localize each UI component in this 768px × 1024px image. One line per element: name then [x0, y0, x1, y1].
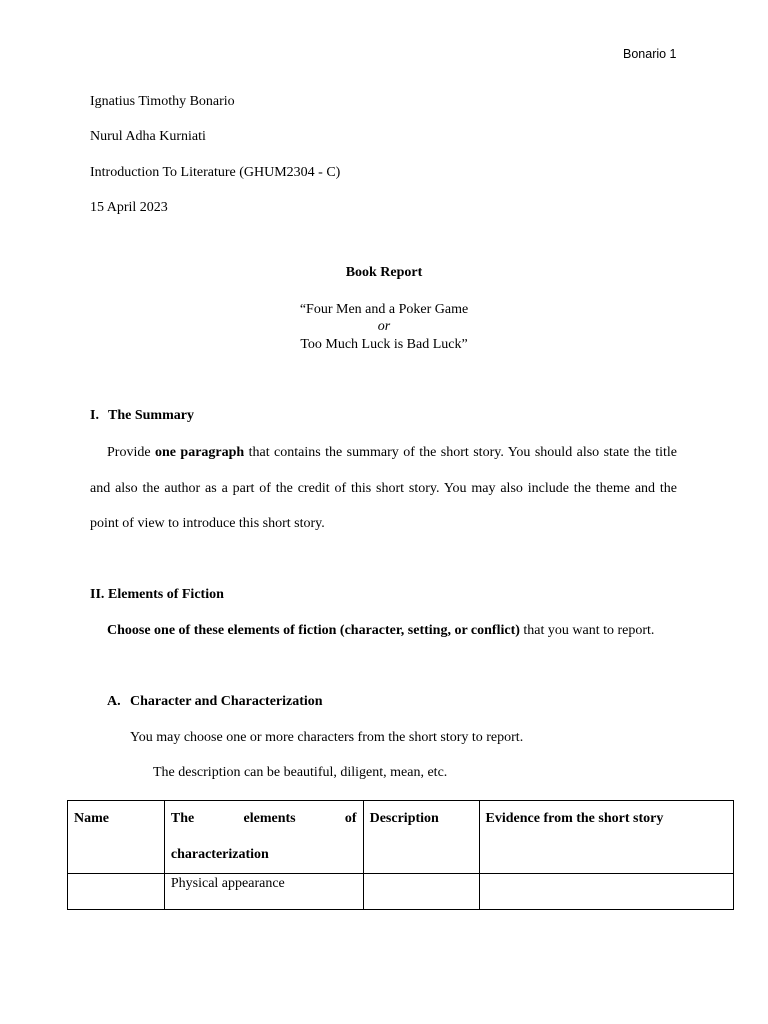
cell-name[interactable]	[68, 874, 165, 910]
cell-element: Physical appearance	[164, 874, 363, 910]
subsection-a-title: Character and Characterization	[130, 694, 323, 709]
report-date: 15 April 2023	[90, 200, 168, 215]
header-elements-word3: of	[344, 811, 357, 826]
table-row	[68, 874, 734, 910]
header-name: Name	[68, 801, 165, 874]
section1-para-lead: Provide	[107, 445, 155, 460]
section2-heading	[90, 587, 224, 603]
section1-heading	[90, 408, 194, 424]
section2-instructions	[107, 613, 677, 649]
header-evidence: Evidence from the short story	[479, 801, 734, 874]
student-name: Ignatius Timothy Bonario	[90, 94, 235, 109]
story-title-connector: or	[377, 319, 391, 334]
header-elements-word2: elements	[243, 811, 296, 826]
page-header: Bonario 1	[623, 47, 677, 61]
section1-paragraph	[90, 435, 677, 542]
story-title-line2: Too Much Luck is Bad Luck”	[300, 337, 468, 352]
section1-number: I.	[90, 408, 99, 423]
course-name: Introduction To Literature (GHUM2304 - C)	[90, 165, 341, 180]
section2-instr-bold: Choose one of these elements of fiction (character, setting, or conflict)	[107, 623, 520, 638]
section2-instr-rest: that you want to report.	[519, 623, 655, 638]
report-heading: Book Report	[345, 265, 423, 280]
cell-evidence[interactable]	[479, 874, 734, 910]
header-elements-line2: characterization	[170, 847, 269, 862]
header-description: Description	[363, 801, 479, 874]
section1-para-rest: that contains the summary of the short story. You should also state the title and also the author as a part of the credit of this short story. You may also include the theme and the point of view to introduce this short story.	[90, 445, 677, 531]
subsection-a-heading	[107, 694, 323, 710]
instructor-name: Nurul Adha Kurniati	[90, 129, 206, 144]
story-title-line1: “Four Men and a Poker Game	[299, 302, 469, 317]
section1-para-bold: one paragraph	[154, 445, 245, 460]
section2-number: II.	[90, 587, 105, 602]
characterization-table	[67, 800, 734, 910]
table-header-row	[68, 801, 734, 874]
section2-title: Elements of Fiction	[108, 587, 224, 602]
section1-title: The Summary	[108, 408, 194, 423]
subsection-a-number: A.	[107, 694, 121, 709]
character-note: You may choose one or more characters from the short story to report.	[130, 730, 524, 745]
header-elements	[164, 801, 363, 874]
cell-description[interactable]	[363, 874, 479, 910]
header-elements-word1: The	[170, 811, 195, 826]
description-note: The description can be beautiful, diligent, mean, etc.	[153, 765, 448, 780]
